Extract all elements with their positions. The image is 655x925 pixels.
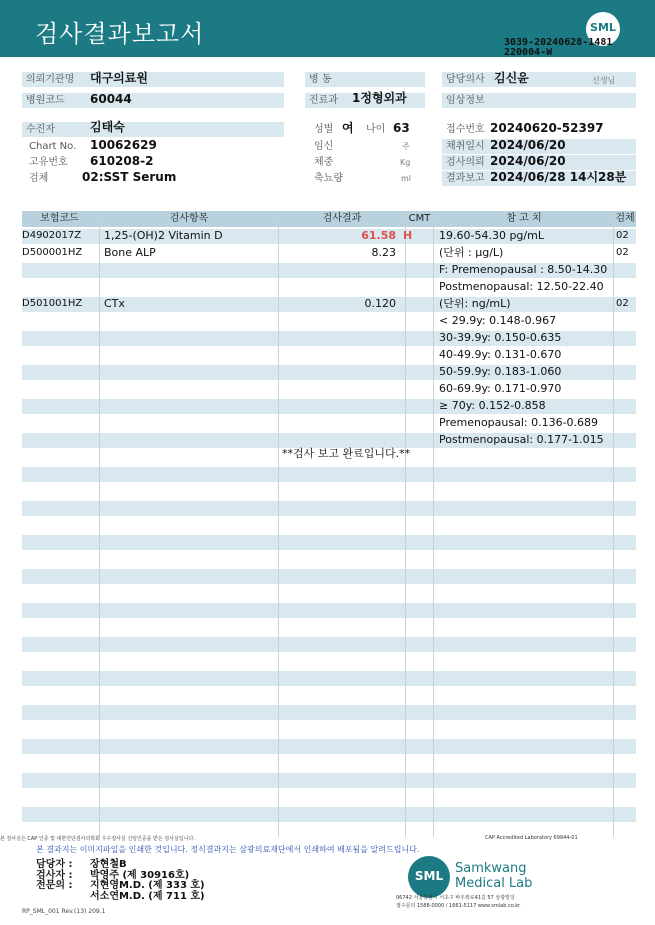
col-divider	[433, 211, 434, 837]
ward-label: 병 동	[305, 72, 425, 87]
cell-code: D4902017Z	[22, 230, 82, 241]
cell-item: CTx	[104, 297, 125, 310]
expert-label: 전문의 :	[36, 880, 73, 891]
dept-value: 1정형외과	[352, 91, 407, 105]
cell-reference: Premenopausal: 0.136-0.689	[439, 416, 599, 429]
cell-reference: (단위 : µg/L)	[439, 246, 504, 259]
col-header-spec: 검체	[615, 213, 635, 224]
cell-result: 61.58	[361, 229, 396, 242]
row-band	[22, 535, 636, 550]
expert-value-2: 서소연M.D. (제 711 호)	[90, 891, 205, 902]
report-time-value: 2024/06/28 14시28분	[490, 170, 627, 184]
manager-value: 장현철B	[90, 859, 127, 870]
institution-label: 의뢰기관명	[22, 72, 284, 87]
row-band	[22, 637, 636, 652]
dept-label: 진료과	[305, 93, 425, 108]
preg-unit: 주	[402, 142, 410, 151]
unique-value: 610208-2	[90, 154, 154, 168]
notice-text: 본 결과지는 이미지파일을 인쇄한 것입니다. 정식결과지는 삼광의료재단에서 인쇄하여 배포됨을 알려드립니다.	[36, 845, 420, 854]
specimen-value: 02:SST Serum	[82, 170, 177, 184]
row-band	[22, 501, 636, 516]
cell-flag: H	[403, 229, 413, 242]
manager-label: 담당자 :	[36, 859, 73, 870]
completion-message: **검사 보고 완료입니다.**	[282, 447, 411, 460]
clinical-label: 임상정보	[442, 93, 636, 108]
cell-reference: 30-39.9y: 0.150-0.635	[439, 331, 562, 344]
header-logo-text: SML	[590, 21, 616, 34]
cell-code: D500001HZ	[22, 247, 83, 258]
cell-reference: 40-49.9y: 0.131-0.670	[439, 348, 562, 361]
col-divider	[613, 211, 614, 837]
col-header-item: 검사항목	[169, 213, 209, 224]
cell-item: Bone ALP	[104, 246, 156, 259]
expert-value-1: 지현영M.D. (제 333 호)	[90, 880, 205, 891]
cell-reference: Postmenopausal: 12.50-22.40	[439, 280, 604, 293]
sex-value: 여	[342, 121, 354, 135]
form-code: RP_SML_001 Rev.(13) 209.1	[22, 908, 106, 915]
patient-value: 김태숙	[90, 120, 125, 134]
sex-label: 성별	[314, 124, 334, 135]
urine-unit: ml	[401, 174, 412, 183]
chart-value: 10062629	[90, 138, 157, 152]
unique-label: 고유번호	[29, 157, 68, 168]
report-time-label: 결과보고	[442, 171, 636, 186]
cell-code: D501001HZ	[22, 298, 83, 309]
col-header-ref: 참 고 치	[506, 213, 542, 224]
row-band	[22, 773, 636, 788]
collect-label: 채취일시	[442, 139, 636, 154]
cell-item: 1,25-(OH)2 Vitamin D	[104, 229, 223, 242]
row-band	[22, 603, 636, 618]
row-band	[22, 671, 636, 686]
cell-result: 8.23	[371, 246, 396, 259]
urine-label: 축뇨량	[314, 173, 343, 184]
preg-label: 임신	[314, 141, 334, 152]
age-value: 63	[393, 121, 410, 135]
col-header-result: 검사결과	[322, 213, 362, 224]
company-contact: 접수문의 1588-0000 / 1661-5117 www.smlab.co.kr	[396, 903, 521, 909]
company-name-2: Medical Lab	[455, 876, 533, 891]
examiner-label: 검사자 :	[36, 870, 73, 881]
col-header-cmt: CMT	[408, 213, 431, 224]
specimen-label: 검체	[29, 173, 49, 184]
chart-label: Chart No.	[29, 141, 77, 152]
row-band	[22, 467, 636, 482]
hospital-code-value: 60044	[90, 92, 132, 106]
cell-reference: 50-59.9y: 0.183-1.060	[439, 365, 562, 378]
cell-reference: Postmenopausal: 0.177-1.015	[439, 433, 604, 446]
cell-reference: 19.60-54.30 pg/mL	[439, 229, 544, 242]
row-band	[22, 807, 636, 822]
report-id: 3039-20240628-1481 220004-W	[504, 37, 613, 58]
cap-number: CAP Accredited Laboratory 69944-01	[485, 835, 578, 841]
hospital-code-label: 병원코드	[22, 93, 284, 108]
request-label: 검사의뢰	[442, 155, 636, 170]
institution-value: 대구의료원	[90, 71, 148, 85]
cell-reference: < 29.9y: 0.148-0.967	[439, 314, 557, 327]
cell-result: 0.120	[364, 297, 396, 310]
cell-specimen: 02	[616, 247, 629, 258]
col-divider	[405, 211, 406, 837]
doctor-value: 김신윤	[494, 71, 529, 85]
row-band	[22, 569, 636, 584]
col-header-code: 보험코드	[40, 213, 79, 224]
report-title: 검사결과보고서	[35, 20, 205, 48]
receipt-value: 20240620-52397	[490, 121, 604, 135]
footer-logo-text: SML	[414, 869, 444, 883]
collect-value: 2024/06/20	[490, 138, 566, 152]
request-value: 2024/06/20	[490, 154, 566, 168]
col-divider	[99, 211, 100, 837]
weight-unit: Kg	[400, 158, 411, 167]
cell-specimen: 02	[616, 298, 629, 309]
weight-label: 체중	[314, 157, 334, 168]
receipt-label: 접수번호	[446, 124, 485, 135]
company-name-1: Samkwang	[455, 861, 527, 876]
age-label: 나이	[366, 124, 386, 135]
row-band	[22, 739, 636, 754]
doctor-suffix: 선생님	[592, 76, 616, 85]
accreditation-note: 본 검사실은 CAP 인증 및 대한진단검사의학회 우수검사실 신임인증을 받은 검사실입니다.	[0, 836, 195, 842]
cell-reference: ≥ 70y: 0.152-0.858	[439, 399, 546, 412]
cell-reference: 60-69.9y: 0.171-0.970	[439, 382, 562, 395]
cell-reference: (단위: ng/mL)	[439, 297, 511, 310]
cell-reference: F: Premenopausal : 8.50-14.30	[439, 263, 608, 276]
patient-label: 수진자	[22, 122, 284, 137]
doctor-label: 담당의사	[442, 72, 636, 87]
company-address: 06742 서울특별시 서초구 바우뫼로41길 57 삼광빌딩	[396, 895, 515, 901]
cell-specimen: 02	[616, 230, 629, 241]
examiner-value: 박영주 (제 30916호)	[90, 870, 190, 881]
row-band	[22, 705, 636, 720]
